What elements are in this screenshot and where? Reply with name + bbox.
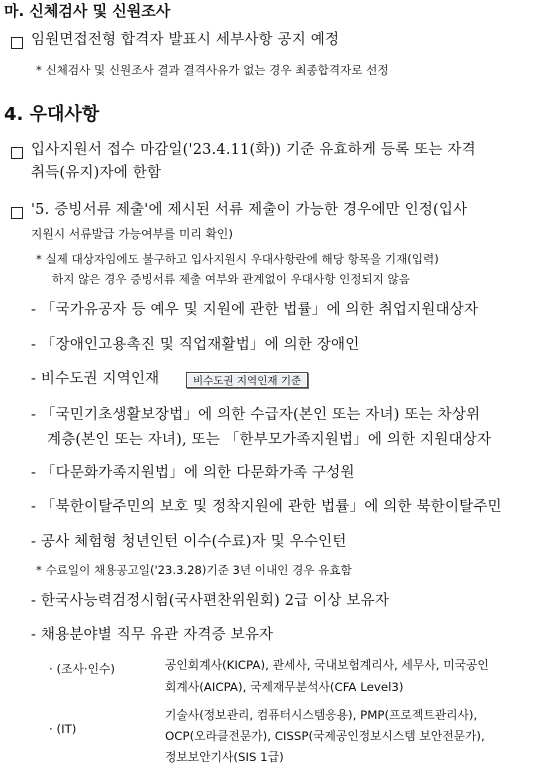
section-4-item-2-note-line-2: 하지 않은 경우 증빙서류 제출 여부와 관계없이 우대사항 인정되지 않음 <box>52 272 410 286</box>
checkbox-square-icon <box>11 147 23 159</box>
bullet-intern: - 공사 체험형 청년인턴 이수(수료)자 및 우수인턴 <box>31 534 347 550</box>
bullet-disabled: - 「장애인고용촉진 및 직업재활법」에 의한 장애인 <box>31 337 360 353</box>
section-4-heading: 4. 우대사항 <box>4 104 100 125</box>
qualification-it-line-1: 기술사(정보관리, 컴퓨터시스템응용), PMP(프로젝트관리사), <box>165 708 478 722</box>
checkbox-square-icon <box>11 207 23 219</box>
qualification-it-line-2: OCP(오라클전문가), CISSP(국제공인정보시스템 보안전문가), <box>165 729 485 743</box>
section-4-item-2-note-line-1: * 실제 대상자임에도 불구하고 입사지원시 우대사항란에 해당 항목을 기재(입력) <box>36 252 439 266</box>
bullet-basic-livelihood-line-1: - 「국민기초생활보장법」에 의한 수급자(본인 또는 자녀) 또는 차상위 <box>31 407 481 423</box>
section-4-item-2-line-1: '5. 증빙서류 제출'에 제시된 서류 제출이 가능한 경우에만 인정(입사 <box>31 202 468 218</box>
bullet-intern-note: * 수료일이 채용공고일('23.3.28)기준 3년 이내인 경우 유효함 <box>36 563 352 577</box>
qualification-audit-line-2: 회계사(AICPA), 국제재무분석사(CFA Level3) <box>165 680 404 694</box>
section-ma-heading: 마. 신체검사 및 신원조사 <box>4 2 171 20</box>
non-capital-criteria-button[interactable]: 비수도권 지역인재 기준 <box>186 372 308 388</box>
section-ma-item-1-note: * 신체검사 및 신원조사 결과 결격사유가 없는 경우 최종합격자로 선정 <box>36 63 389 77</box>
bullet-national-merit: - 「국가유공자 등 예우 및 지원에 관한 법률」에 의한 취업지원대상자 <box>31 302 479 318</box>
qualification-field-it: · (IT) <box>49 722 77 736</box>
bullet-basic-livelihood-line-2: 계층(본인 또는 자녀), 또는 「한부모가족지원법」에 의한 지원대상자 <box>47 432 492 448</box>
bullet-non-capital-talent: - 비수도권 지역인재 <box>31 371 160 387</box>
bullet-job-certificates: - 채용분야별 직무 유관 자격증 보유자 <box>31 627 274 643</box>
qualification-audit-line-1: 공인회계사(KICPA), 관세사, 국내보험계리사, 세무사, 미국공인 <box>165 658 489 672</box>
bullet-multicultural-family: - 「다문화가족지원법」에 의한 다문화가족 구성원 <box>31 465 355 481</box>
section-4-item-1-line-2: 취득(유지)자에 한함 <box>31 165 162 181</box>
bullet-korean-history-exam: - 한국사능력검정시험(국사편찬위원회) 2급 이상 보유자 <box>31 593 390 609</box>
section-ma-item-1: 임원면접전형 합격자 발표시 세부사항 공지 예정 <box>31 32 340 48</box>
checkbox-square-icon <box>11 37 23 49</box>
section-4-item-2-line-2: 지원시 서류발급 가능여부를 미리 확인) <box>31 227 233 241</box>
qualification-it-line-3: 정보보안기사(SIS 1급) <box>165 750 284 764</box>
qualification-field-audit: · (조사·인수) <box>49 662 116 676</box>
bullet-north-korean-defector: - 「북한이탈주민의 보호 및 정착지원에 관한 법률」에 의한 북한이탈주민 <box>31 499 502 515</box>
section-4-item-1-line-1: 입사지원서 접수 마감일('23.4.11(화)) 기준 유효하게 등록 또는 자격 <box>31 142 476 158</box>
